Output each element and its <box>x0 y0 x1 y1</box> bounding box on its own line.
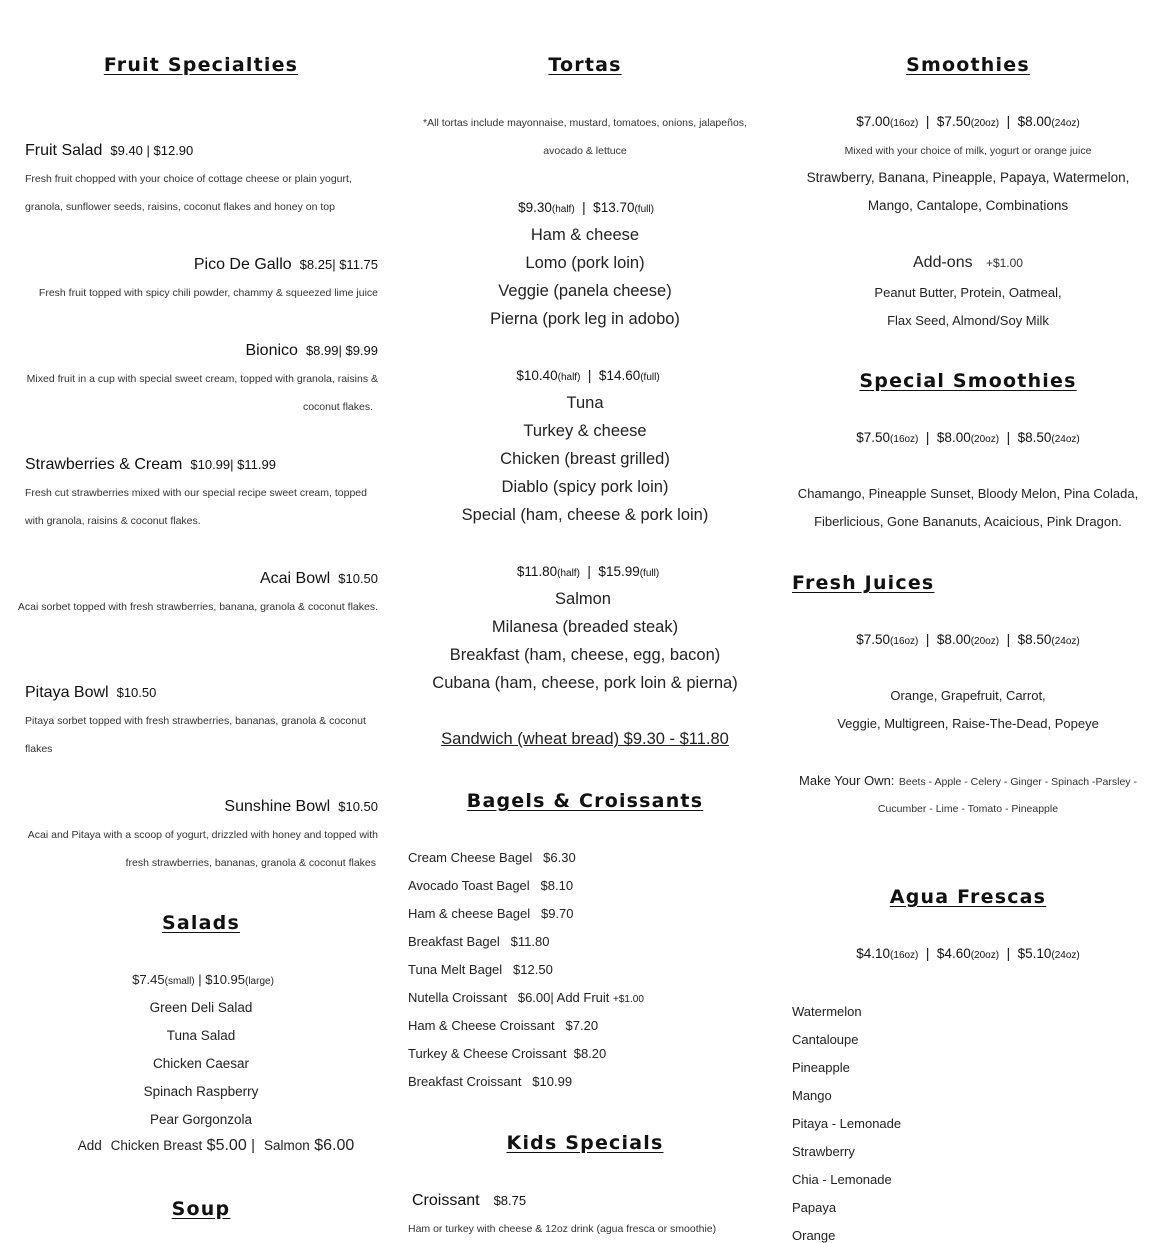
bagel-item: Breakfast Bagel $11.80 <box>408 934 550 949</box>
torta-item: Diablo (spicy pork loin) <box>501 478 669 496</box>
bagel-item: Turkey & Cheese Croissant $8.20 <box>408 1046 607 1061</box>
menu-item-pitaya-bowl <box>25 682 156 702</box>
agua-item: Mango <box>792 1088 832 1103</box>
make-your-own: Make Your Own: Beets - Apple - Celery - Ginger - Spinach -Parsley - <box>799 773 1137 788</box>
kids-item: Croissant $8.75 <box>412 1192 527 1209</box>
agua-prices: $4.10(16oz) | $4.60(20oz) | $5.10(24oz) <box>856 946 1080 961</box>
special-smoothie-list: Chamango, Pineapple Sunset, Bloody Melon, Pina Colada, <box>797 486 1139 501</box>
torta-item: Pierna (pork leg in adobo) <box>490 310 680 328</box>
tortas-price-group-1: $9.30(half) | $13.70(full) <box>518 200 654 215</box>
bagels-croissants-heading: Bagels & Croissants <box>466 790 704 812</box>
item-description: Fresh fruit topped with spicy chili powder, chammy & squeezed lime juice <box>38 287 378 299</box>
special-smoothie-list: Fiberlicious, Gone Bananuts, Acaicious, Pink Dragon. <box>814 514 1122 529</box>
item-name: Pico De Gallo <box>193 256 292 273</box>
salad-item: Pear Gorgonzola <box>149 1112 253 1127</box>
bagel-item: Avocado Toast Bagel $8.10 <box>408 878 574 893</box>
torta-item: Lomo (pork loin) <box>525 254 645 272</box>
torta-item: Veggie (panela cheese) <box>498 282 672 300</box>
kids-description: Ham or turkey with cheese & 12oz drink (agua fresca or smoothie) <box>408 1223 717 1235</box>
bagel-item: Ham & cheese Bagel $9.70 <box>408 906 574 921</box>
bagel-item: Cream Cheese Bagel $6.30 <box>408 850 576 865</box>
menu-item-strawberries-cream <box>25 454 276 474</box>
juice-list: Orange, Grapefruit, Carrot, <box>890 688 1046 703</box>
special-smoothie-prices: $7.50(16oz) | $8.00(20oz) | $8.50(24oz) <box>856 430 1080 445</box>
juice-prices: $7.50(16oz) | $8.00(20oz) | $8.50(24oz) <box>856 632 1080 647</box>
smoothie-prices: $7.00(16oz) | $7.50(20oz) | $8.00(24oz) <box>856 114 1080 129</box>
item-price: $8.25| $11.75 <box>299 257 378 272</box>
agua-item: Strawberry <box>792 1144 855 1159</box>
torta-item: Milanesa (breaded steak) <box>491 618 679 636</box>
smoothie-flavors: Strawberry, Banana, Pineapple, Papaya, Watermelon, <box>806 170 1130 185</box>
agua-item: Cantaloupe <box>792 1032 859 1047</box>
item-price: $10.50 <box>338 571 378 586</box>
item-description: Pitaya sorbet topped with fresh strawberries, bananas, granola & coconut <box>25 715 366 727</box>
salad-item: Chicken Caesar <box>152 1056 250 1071</box>
menu-item-acai-bowl <box>260 568 378 588</box>
soup-heading: Soup <box>171 1198 231 1220</box>
item-description: with granola, raisins & coconut flakes. <box>25 515 201 527</box>
tortas-price-group-3: $11.80(half) | $15.99(full) <box>516 564 660 579</box>
addons-line: Add-ons +$1.00 <box>913 254 1023 271</box>
item-name: Sunshine Bowl <box>224 798 331 815</box>
menu-item-fruit-salad <box>25 140 193 160</box>
agua-item: Watermelon <box>792 1004 862 1019</box>
item-description: Mixed fruit in a cup with special sweet cream, topped with granola, raisins & <box>26 373 378 385</box>
agua-frescas-heading: Agua Frescas <box>889 886 1047 908</box>
item-description: granola, sunflower seeds, raisins, coconut flakes and honey on top <box>25 201 335 213</box>
bagel-item: Nutella Croissant $6.00| Add Fruit +$1.00 <box>408 990 644 1005</box>
torta-item: Special (ham, cheese & pork loin) <box>461 506 709 524</box>
item-name: Fruit Salad <box>25 142 103 159</box>
special-smoothies-heading: Special Smoothies <box>859 370 1077 392</box>
item-price: $9.40 | $12.90 <box>110 143 194 158</box>
menu-item-bionico <box>245 340 378 360</box>
bagel-item: Tuna Melt Bagel $12.50 <box>408 962 553 977</box>
tortas-note: avocado & lettuce <box>543 145 627 157</box>
item-name: Strawberries & Cream <box>25 456 183 473</box>
torta-item: Tuna <box>566 394 604 412</box>
salads-heading: Salads <box>162 912 240 934</box>
torta-item: Chicken (breast grilled) <box>500 450 670 468</box>
smoothie-mixed-note: Mixed with your choice of milk, yogurt or orange juice <box>844 145 1092 157</box>
salad-add-ons: Add Chicken Breast $5.00 | Salmon $6.00 <box>77 1137 355 1154</box>
menu-item-pico-de-gallo <box>194 254 378 274</box>
torta-item: Cubana (ham, cheese, pork loin & pierna) <box>432 674 738 692</box>
item-description: Fresh fruit chopped with your choice of cottage cheese or plain yogurt, <box>25 173 352 185</box>
salad-item: Spinach Raspberry <box>143 1084 259 1099</box>
bagel-item: Ham & Cheese Croissant $7.20 <box>408 1018 599 1033</box>
kids-specials-heading: Kids Specials <box>506 1132 664 1154</box>
addons-list: Flax Seed, Almond/Soy Milk <box>887 313 1049 328</box>
item-price: $10.50 <box>116 685 157 700</box>
agua-item: Pineapple <box>792 1060 850 1075</box>
torta-item: Breakfast (ham, cheese, egg, bacon) <box>449 646 721 664</box>
item-name: Bionico <box>245 342 298 359</box>
torta-item: Ham & cheese <box>530 226 640 244</box>
item-description: flakes <box>25 743 53 755</box>
item-description: coconut flakes. <box>302 401 373 413</box>
torta-item: Turkey & cheese <box>523 422 647 440</box>
item-description: Acai sorbet topped with fresh strawberries, banana, granola & coconut flakes. <box>17 601 378 613</box>
juice-list: Veggie, Multigreen, Raise-The-Dead, Popeye <box>837 716 1099 731</box>
salad-item: Green Deli Salad <box>149 1000 253 1015</box>
item-name: Pitaya Bowl <box>25 684 109 701</box>
item-description: Fresh cut strawberries mixed with our special recipe sweet cream, topped <box>25 487 367 499</box>
make-your-own-items: Cucumber - Lime - Tomato - Pineapple <box>877 803 1059 815</box>
torta-item: Salmon <box>555 590 611 608</box>
fresh-juices-heading: Fresh Juices <box>792 572 935 594</box>
tortas-price-group-2: $10.40(half) | $14.60(full) <box>516 368 660 383</box>
salad-item: Tuna Salad <box>166 1028 236 1043</box>
smoothie-flavors: Mango, Cantalope, Combinations <box>867 198 1069 213</box>
item-price: $8.99| $9.99 <box>305 343 378 358</box>
fruit-specialties-heading: Fruit Specialties <box>103 54 299 76</box>
item-description: Acai and Pitaya with a scoop of yogurt, drizzled with honey and topped with <box>27 829 378 841</box>
item-price: $10.99| $11.99 <box>190 457 276 472</box>
smoothies-heading: Smoothies <box>906 54 1030 76</box>
agua-item: Chia - Lemonade <box>792 1172 892 1187</box>
agua-item: Pitaya - Lemonade <box>792 1116 902 1131</box>
item-price: $10.50 <box>338 799 378 814</box>
agua-item: Papaya <box>792 1200 837 1215</box>
bagel-item: Breakfast Croissant $10.99 <box>408 1074 573 1089</box>
sandwich-line: Sandwich (wheat bread) $9.30 - $11.80 <box>441 730 729 748</box>
menu-item-sunshine-bowl <box>224 796 378 816</box>
item-description: fresh strawberries, bananas, granola & coconut flakes <box>125 857 376 869</box>
item-name: Acai Bowl <box>259 570 331 587</box>
agua-item: Orange <box>792 1228 836 1243</box>
salads-price: $7.45(small) | $10.95(large) <box>132 972 274 987</box>
tortas-heading: Tortas <box>548 54 622 76</box>
tortas-note: *All tortas include mayonnaise, mustard, tomatoes, onions, jalapeños, <box>423 117 747 129</box>
addons-list: Peanut Butter, Protein, Oatmeal, <box>874 285 1062 300</box>
